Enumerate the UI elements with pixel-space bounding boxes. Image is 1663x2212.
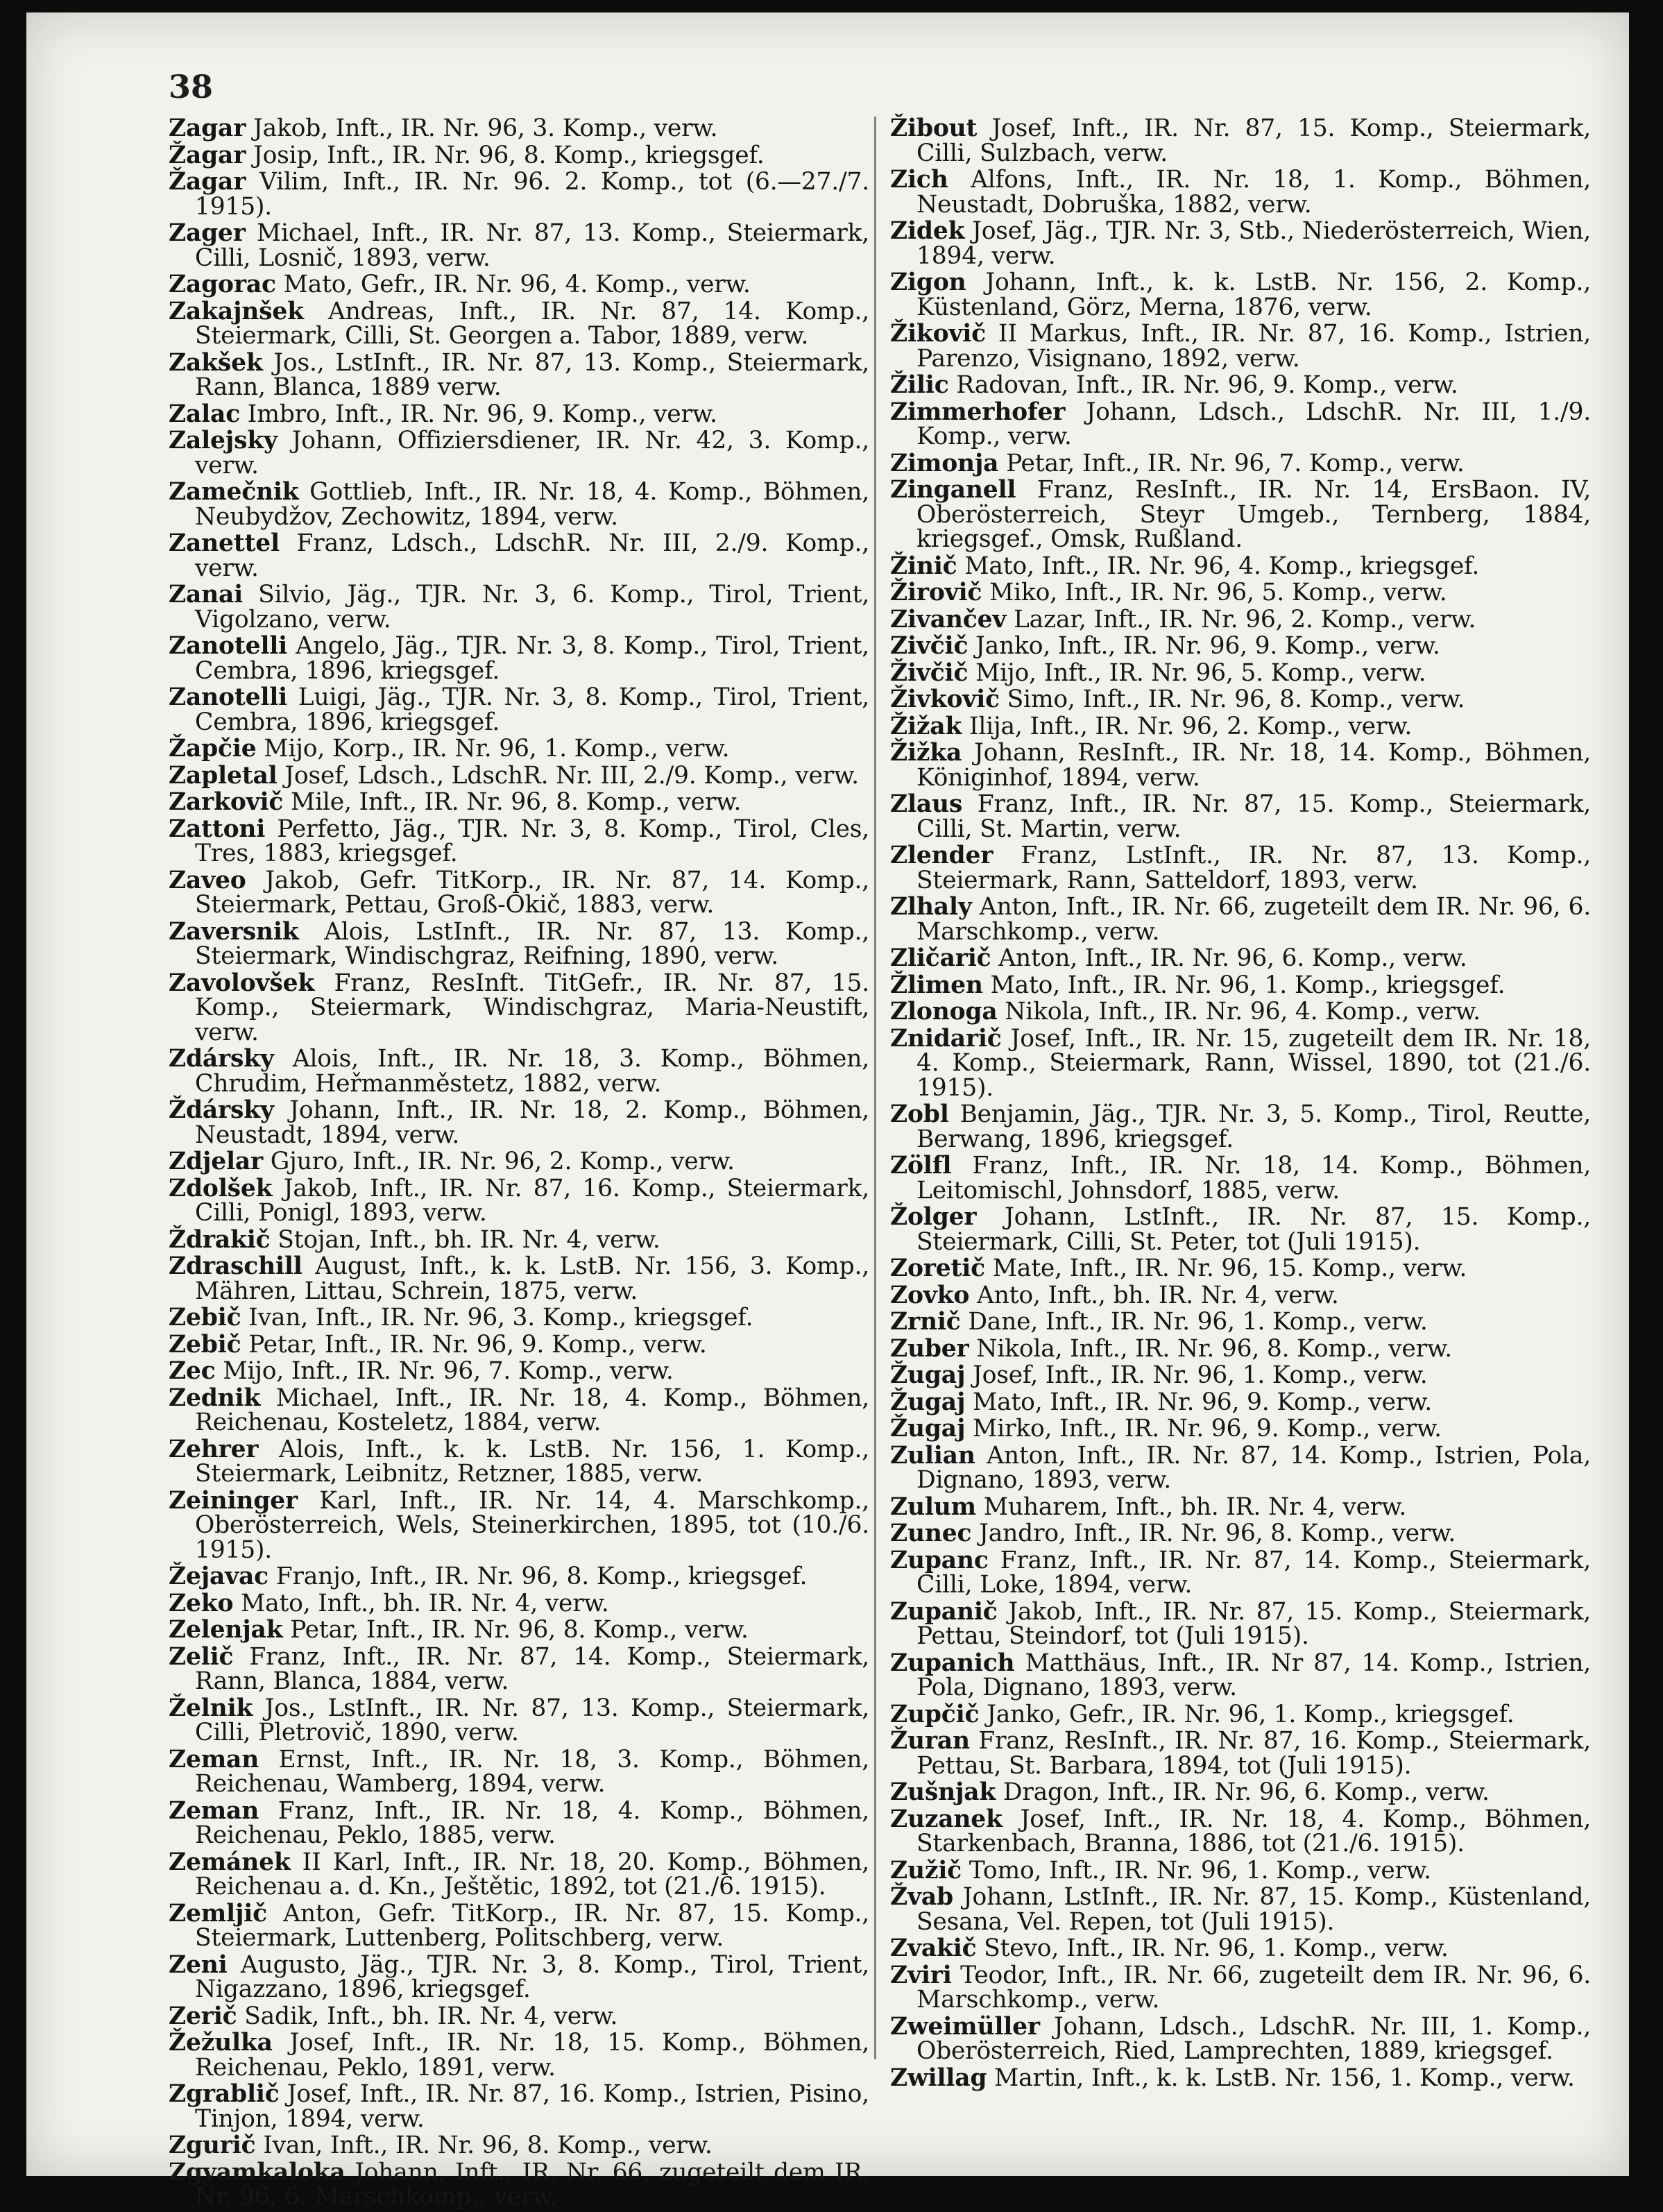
- entry-details: Franjo, Inft., IR. Nr. 96, 8. Komp., kriegsgef.: [268, 1563, 808, 1590]
- entry-details: Franz, Inft., IR. Nr. 87, 14. Komp., Steiermark, Cilli, Loke, 1894, verw.: [916, 1546, 1591, 1599]
- list-entry: [169, 2082, 869, 2132]
- list-entry: [890, 114, 1591, 167]
- list-entry: [890, 1363, 1591, 1388]
- entry-details: II Karl, Inft., IR. Nr. 18, 20. Komp., Böhmen, Reichenau a. d. Kn., Ještětic, 1892, tot (21./6. 1915).: [195, 1848, 869, 1900]
- list-entry: [169, 2134, 869, 2159]
- list-entry: [169, 480, 869, 529]
- list-entry: [169, 531, 869, 581]
- entry-surname: Ždrakič: [169, 1225, 271, 1254]
- entry-surname: Znidarič: [890, 1024, 1002, 1053]
- entry-details: Anton, Inft., IR. Nr. 87, 14. Komp., Istrien, Pola, Dignano, 1893, verw.: [916, 1441, 1591, 1494]
- list-entry: [890, 1205, 1591, 1254]
- entry-details: Dragon, Inft., IR. Nr. 96, 6. Komp., verw.: [996, 1778, 1490, 1806]
- entry-details: Matthäus, Inft., IR. Nr 87, 14. Komp., Istrien, Pola, Dignano, 1893, verw.: [916, 1649, 1591, 1701]
- entry-details: Johann, LstInft., IR. Nr. 87, 15. Komp., Steiermark, Cilli, St. Peter, tot (Juli 1915).: [916, 1203, 1591, 1256]
- entry-details: Silvio, Jäg., TJR. Nr. 3, 6. Komp., Tirol, Trient, Vigolzano, verw.: [195, 581, 869, 633]
- entry-details: Simo, Inft., IR. Nr. 96, 8. Komp., verw.: [999, 686, 1465, 713]
- entry-details: Jos., LstInft., IR. Nr. 87, 13. Komp., Steiermark, Cilli, Pletrovič, 1890, verw.: [195, 1694, 869, 1746]
- entry-surname: Žlimen: [890, 971, 983, 999]
- entry-details: Luigi, Jäg., TJR. Nr. 3, 8. Komp., Tirol, Trient, Cembra, 1896, kriegsgef.: [195, 683, 869, 736]
- entry-details: Petar, Inft., IR. Nr. 96, 8. Komp., verw.: [282, 1616, 749, 1644]
- entry-details: Mato, Inft., IR. Nr. 96, 4. Komp., kriegsgef.: [957, 552, 1480, 580]
- entry-surname: Zager: [169, 219, 246, 247]
- entry-details: Johann, Offiziersdiener, IR. Nr. 42, 3. Komp., verw.: [195, 427, 869, 479]
- list-entry: [890, 1522, 1591, 1547]
- entry-details: Tomo, Inft., IR. Nr. 96, 1. Komp., verw.: [961, 1856, 1431, 1885]
- list-entry: [169, 866, 869, 919]
- entry-details: Mijo, Inft., IR. Nr. 96, 7. Komp., verw.: [215, 1357, 674, 1385]
- list-entry: [169, 1359, 869, 1384]
- entry-details: Mato, Inft., IR. Nr. 96, 1. Komp., kriegsgef.: [982, 971, 1506, 999]
- entry-surname: Žapčie: [169, 735, 257, 763]
- entry-surname: Zanotelli: [169, 683, 288, 711]
- list-entry: [169, 1150, 869, 1175]
- entry-details: Angelo, Jäg., TJR. Nr. 3, 8. Komp., Tirol, Trient, Cembra, 1896, kriegsgef.: [195, 632, 869, 685]
- entry-details: Franz, LstInft., IR. Nr. 87, 13. Komp., Steiermark, Rann, Satteldorf, 1893, verw.: [916, 842, 1591, 894]
- list-entry: [890, 449, 1591, 477]
- entry-surname: Zlender: [890, 842, 993, 869]
- entry-details: Alfons, Inft., IR. Nr. 18, 1. Komp., Böhmen, Neustadt, Dobruška, 1882, verw.: [916, 166, 1591, 219]
- entry-details: Ivan, Inft., IR. Nr. 96, 3. Komp., kriegsgef.: [241, 1304, 753, 1332]
- list-entry: [890, 658, 1591, 687]
- list-entry: [169, 583, 869, 632]
- entry-details: Mirko, Inft., IR. Nr. 96, 9. Komp., verw.: [965, 1415, 1442, 1443]
- entry-details: Anton, Inft., IR. Nr. 96, 6. Komp., verw.: [991, 944, 1467, 972]
- entry-details: Josef, Ldsch., LdschR. Nr. III, 2./9. Komp., verw.: [277, 761, 859, 790]
- entry-details: Jakob, Inft., IR. Nr. 96, 3. Komp., verw.: [246, 114, 718, 142]
- list-entry: [890, 1390, 1591, 1415]
- list-entry: [890, 1254, 1591, 1282]
- entry-details: Karl, Inft., IR. Nr. 14, 4. Marschkomp., Oberösterreich, Wels, Steinerkirchen, 1895, tot (10./6. 1915).: [195, 1486, 869, 1564]
- entry-details: Nikola, Inft., IR. Nr. 96, 4. Komp., verw.: [997, 998, 1481, 1026]
- entry-surname: Zivančev: [890, 605, 1007, 633]
- list-entry: [169, 297, 869, 350]
- list-entry: [890, 400, 1591, 450]
- entry-details: Mato, Inft., IR. Nr. 96, 9. Komp., verw.: [965, 1388, 1433, 1416]
- list-entry: [890, 1651, 1591, 1701]
- entry-details: Dane, Inft., IR. Nr. 96, 1. Komp., verw.: [960, 1308, 1428, 1336]
- entry-surname: Zalejsky: [169, 427, 278, 454]
- entry-surname: Zagorac: [169, 271, 276, 298]
- entry-details: Mijo, Inft., IR. Nr. 96, 5. Komp., verw.: [968, 658, 1426, 687]
- entry-surname: Zulian: [890, 1441, 975, 1470]
- entry-details: Nikola, Inft., IR. Nr. 96, 8. Komp., verw.: [969, 1334, 1452, 1363]
- list-entry: [890, 1729, 1591, 1778]
- entry-surname: Zgrablič: [169, 2080, 280, 2108]
- list-entry: [169, 221, 869, 271]
- entry-details: Muharem, Inft., bh. IR. Nr. 4, verw.: [975, 1492, 1407, 1521]
- list-entry: [169, 683, 869, 736]
- entry-surname: Zdársky: [169, 1045, 274, 1073]
- list-entry: [169, 273, 869, 298]
- entry-surname: Zušnjak: [890, 1778, 996, 1806]
- entry-details: Franz, ResInft., IR. Nr. 87, 16. Komp., Steiermark, Pettau, St. Barbara, 1894, tot (Juli 1915).: [916, 1727, 1591, 1780]
- entry-surname: Zelenjak: [169, 1616, 283, 1644]
- entry-details: Mate, Inft., IR. Nr. 96, 15. Komp., verw.: [984, 1254, 1467, 1282]
- entry-surname: Zupčič: [890, 1700, 980, 1728]
- entry-details: Augusto, Jäg., TJR. Nr. 3, 8. Komp., Tirol, Trient, Nigazzano, 1896, kriegsgef.: [195, 1950, 869, 2003]
- entry-details: Anto, Inft., bh. IR. Nr. 4, verw.: [969, 1281, 1339, 1309]
- entry-surname: Zeman: [169, 1796, 259, 1825]
- list-entry: [169, 1745, 869, 1798]
- list-entry: [169, 1330, 869, 1359]
- entry-surname: Zemánek: [169, 1848, 291, 1876]
- list-entry: [890, 1546, 1591, 1599]
- entry-details: Ivan, Inft., IR. Nr. 96, 8. Komp., verw.: [255, 2132, 713, 2159]
- entry-surname: Zerič: [169, 2002, 237, 2030]
- list-entry: [169, 1696, 869, 1746]
- entry-details: Franz, Inft., IR. Nr. 87, 14. Komp., Steiermark, Rann, Blanca, 1884, verw.: [195, 1642, 869, 1695]
- list-entry: [169, 1174, 869, 1227]
- list-entry: [169, 402, 869, 427]
- list-entry: [169, 1225, 869, 1254]
- entry-surname: Žirovič: [890, 579, 982, 606]
- list-entry: [169, 1642, 869, 1695]
- entry-surname: Zulum: [890, 1492, 976, 1521]
- list-entry: [169, 1254, 869, 1304]
- entry-details: Janko, Inft., IR. Nr. 96, 9. Komp., verw.: [968, 632, 1440, 660]
- entry-details: Stojan, Inft., bh. IR. Nr. 4, verw.: [270, 1225, 660, 1254]
- entry-details: Franz, Ldsch., LdschR. Nr. III, 2./9. Komp., verw.: [195, 529, 869, 582]
- entry-surname: Zrnič: [890, 1308, 961, 1336]
- entry-surname: Zidek: [890, 217, 965, 245]
- entry-surname: Zölfl: [890, 1152, 952, 1180]
- list-entry: [890, 1334, 1591, 1363]
- entry-surname: Žejavac: [169, 1563, 268, 1590]
- entry-details: Mato, Gefr., IR. Nr. 96, 4. Komp., verw.: [275, 271, 751, 298]
- entry-details: Ernst, Inft., IR. Nr. 18, 3. Komp., Böhmen, Reichenau, Wamberg, 1894, verw.: [195, 1745, 869, 1798]
- entry-details: II Markus, Inft., IR. Nr. 87, 16. Komp., Istrien, Parenzo, Visignano, 1892, verw.: [916, 320, 1591, 373]
- entry-surname: Zeman: [169, 1745, 259, 1773]
- entry-details: Jakob, Gefr. TitKorp., IR. Nr. 87, 14. Komp., Steiermark, Pettau, Groß-Okič, 1883, verw.: [195, 866, 869, 919]
- list-entry: [890, 1492, 1591, 1521]
- list-entry: [169, 114, 869, 142]
- entry-surname: Zužič: [890, 1856, 962, 1885]
- entry-details: August, Inft., k. k. LstB. Nr. 156, 3. Komp., Mähren, Littau, Schrein, 1875, verw.: [195, 1252, 869, 1305]
- entry-surname: Zlaus: [890, 790, 963, 818]
- entry-surname: Želnik: [169, 1694, 253, 1722]
- list-entry: [890, 168, 1591, 217]
- entry-surname: Zuber: [890, 1334, 969, 1363]
- entry-surname: Žižka: [890, 739, 962, 767]
- list-entry: [890, 1000, 1591, 1025]
- entry-details: Josef, Inft., IR. Nr. 87, 15. Komp., Steiermark, Cilli, Sulzbach, verw.: [916, 114, 1591, 167]
- list-entry: [169, 917, 869, 970]
- page-number: 38: [169, 68, 214, 105]
- entry-details: Josip, Inft., IR. Nr. 96, 8. Komp., kriegsgef.: [246, 141, 765, 169]
- entry-details: Sadik, Inft., bh. IR. Nr. 4, verw.: [237, 2002, 618, 2030]
- entry-surname: Žinič: [890, 552, 957, 580]
- list-entry: [169, 1848, 869, 1900]
- entry-details: Franz, Inft., IR. Nr. 18, 4. Komp., Böhmen, Reichenau, Peklo, 1885, verw.: [195, 1796, 869, 1849]
- entry-surname: Zviri: [890, 1961, 952, 1989]
- entry-surname: Zličarič: [890, 944, 991, 972]
- entry-details: Andreas, Inft., IR. Nr. 87, 14. Komp., Steiermark, Cilli, St. Georgen a. Tabor, 1889, verw.: [195, 297, 869, 350]
- entry-surname: Žvab: [890, 1883, 953, 1911]
- list-entry: [890, 634, 1591, 659]
- entry-surname: Zimmerhofer: [890, 398, 1066, 426]
- entry-surname: Zebič: [169, 1304, 241, 1332]
- list-entry: [890, 1885, 1591, 1934]
- entry-surname: Žagar: [169, 141, 246, 169]
- entry-surname: Zigon: [890, 269, 966, 296]
- entry-surname: Žikovič: [890, 320, 986, 348]
- entry-surname: Žugaj: [890, 1361, 966, 1389]
- entry-surname: Zgurič: [169, 2132, 256, 2159]
- entry-details: Franz, ResInft. TitGefr., IR. Nr. 87, 15. Komp., Steiermark, Windischgraz, Maria-Neustift, verw.: [195, 969, 869, 1046]
- list-entry: [169, 737, 869, 762]
- entry-surname: Zimonja: [890, 449, 999, 477]
- list-entry: [890, 1934, 1591, 1962]
- entry-surname: Zdraschill: [169, 1252, 302, 1280]
- list-entry: [890, 1856, 1591, 1885]
- column-divider: [874, 117, 876, 2059]
- list-entry: [890, 2066, 1591, 2091]
- entry-surname: Zaveo: [169, 866, 246, 894]
- list-entry: [169, 2158, 869, 2211]
- list-entry: [890, 605, 1591, 633]
- entry-details: Alois, Inft., IR. Nr. 18, 3. Komp., Böhmen, Chrudim, Heřmanměstetz, 1882, verw.: [195, 1045, 869, 1098]
- entry-surname: Zgyamkaloka: [169, 2158, 346, 2186]
- entry-details: Jandro, Inft., IR. Nr. 96, 8. Komp., verw.: [971, 1520, 1456, 1547]
- entry-surname: Zwillag: [890, 2064, 987, 2092]
- entry-details: Josef, Inft., IR. Nr. 18, 4. Komp., Böhmen, Starkenbach, Branna, 1886, tot (21./6. 1915).: [916, 1805, 1591, 1857]
- entry-surname: Zelič: [169, 1642, 234, 1671]
- entry-surname: Žibout: [890, 114, 978, 142]
- list-entry: [169, 2031, 869, 2080]
- entry-surname: Zednik: [169, 1384, 261, 1412]
- document-page: [26, 12, 1629, 2211]
- entry-details: Johann, LstInft., IR. Nr. 87, 15. Komp., Küstenland, Sesana, Vel. Repen, tot (Juli 1915).: [916, 1883, 1591, 1936]
- left-column: [169, 114, 869, 2212]
- list-entry: [169, 761, 869, 790]
- entry-details: Petar, Inft., IR. Nr. 96, 7. Komp., verw.: [998, 449, 1465, 477]
- list-entry: [890, 712, 1591, 740]
- entry-surname: Žižak: [890, 712, 962, 740]
- entry-surname: Zich: [890, 166, 948, 194]
- list-entry: [890, 1441, 1591, 1494]
- entry-surname: Zehrer: [169, 1435, 259, 1463]
- entry-surname: Žugaj: [890, 1415, 966, 1443]
- entry-details: Mato, Inft., bh. IR. Nr. 4, verw.: [233, 1589, 609, 1617]
- entry-surname: Zoretič: [890, 1254, 985, 1282]
- list-entry: [890, 844, 1591, 893]
- entry-surname: Žolger: [890, 1203, 977, 1231]
- entry-surname: Žuran: [890, 1727, 970, 1755]
- list-entry: [169, 429, 869, 478]
- entry-details: Martin, Inft., k. k. LstB. Nr. 156, 1. Komp., verw.: [987, 2064, 1575, 2092]
- list-entry: [169, 1899, 869, 1952]
- list-entry: [890, 373, 1591, 398]
- entry-surname: Zinganell: [890, 476, 1016, 504]
- list-entry: [890, 1100, 1591, 1153]
- entry-surname: Zupanc: [890, 1546, 989, 1574]
- list-entry: [890, 1154, 1591, 1203]
- entry-surname: Zamečnik: [169, 478, 299, 506]
- list-entry: [890, 1807, 1591, 1857]
- entry-surname: Zagar: [169, 114, 246, 142]
- list-entry: [169, 1618, 869, 1643]
- entry-details: Anton, Gefr. TitKorp., IR. Nr. 87, 15. Komp., Steiermark, Luttenberg, Politschberg, verw.: [195, 1899, 869, 1952]
- entry-surname: Zakajnšek: [169, 297, 304, 325]
- list-entry: [169, 1486, 869, 1564]
- list-entry: [890, 688, 1591, 713]
- entry-surname: Zivčič: [890, 632, 969, 660]
- list-entry: [890, 973, 1591, 998]
- entry-surname: Zweimüller: [890, 2012, 1040, 2041]
- list-entry: [169, 971, 869, 1046]
- entry-surname: Zattoni: [169, 815, 266, 843]
- entry-surname: Zdjelar: [169, 1148, 263, 1175]
- list-entry: [169, 1589, 869, 1617]
- list-entry: [169, 817, 869, 867]
- entry-details: Josef, Inft., IR. Nr. 15, zugeteilt dem IR. Nr. 18, 4. Komp., Steiermark, Rann, Wissel, 1890, tot (21./6. 1915).: [916, 1024, 1591, 1102]
- list-entry: [169, 348, 869, 401]
- entry-details: Johann, Inft., IR. Nr. 66, zugeteilt dem IR. Nr. 96, 6. Marschkomp., verw.: [195, 2158, 869, 2211]
- entry-details: Alois, Inft., k. k. LstB. Nr. 156, 1. Komp., Steiermark, Leibnitz, Retzner, 1885, verw.: [195, 1435, 869, 1488]
- entry-details: Johann, Ldsch., LdschR. Nr. III, 1. Komp., Oberösterreich, Ried, Lamprechten, 1889, kriegsgef.: [916, 2012, 1591, 2065]
- entry-surname: Zovko: [890, 1281, 970, 1309]
- list-entry: [890, 1961, 1591, 2014]
- entry-surname: Zeininger: [169, 1486, 298, 1515]
- list-entry: [169, 1435, 869, 1488]
- list-entry: [169, 1796, 869, 1849]
- list-entry: [169, 2002, 869, 2030]
- entry-details: Imbro, Inft., IR. Nr. 96, 9. Komp., verw.: [240, 400, 717, 428]
- entry-surname: Zavolovšek: [169, 969, 315, 997]
- list-entry: [890, 581, 1591, 606]
- list-entry: [890, 1310, 1591, 1335]
- entry-surname: Zdolšek: [169, 1174, 273, 1202]
- right-column: [890, 114, 1591, 2093]
- list-entry: [890, 1024, 1591, 1102]
- entry-details: Johann, Ldsch., LdschR. Nr. III, 1./9. Komp., verw.: [916, 398, 1591, 450]
- list-entry: [169, 1306, 869, 1331]
- entry-surname: Zebič: [169, 1330, 241, 1359]
- entry-surname: Zupanič: [890, 1597, 998, 1626]
- entry-surname: Zec: [169, 1357, 216, 1385]
- entry-surname: Zobl: [890, 1100, 949, 1128]
- list-entry: [890, 2012, 1591, 2065]
- entry-surname: Zvakič: [890, 1934, 977, 1962]
- list-entry: [890, 219, 1591, 269]
- entry-details: Johann, ResInft., IR. Nr. 18, 14. Komp., Böhmen, Königinhof, 1894, verw.: [916, 739, 1591, 792]
- entry-details: Alois, LstInft., IR. Nr. 87, 13. Komp., Steiermark, Windischgraz, Reifning, 1890, verw.: [195, 917, 869, 970]
- list-entry: [169, 1386, 869, 1436]
- entry-details: Michael, Inft., IR. Nr. 87, 13. Komp., Steiermark, Cilli, Losnič, 1893, verw.: [195, 219, 869, 272]
- entry-surname: Zanai: [169, 581, 244, 609]
- entry-details: Perfetto, Jäg., TJR. Nr. 3, 8. Komp., Tirol, Cles, Tres, 1883, kriegsgef.: [195, 815, 869, 867]
- entry-surname: Žagar: [169, 168, 246, 196]
- list-entry: [890, 271, 1591, 320]
- list-entry: [890, 1417, 1591, 1442]
- list-entry: [890, 946, 1591, 971]
- entry-details: Stevo, Inft., IR. Nr. 96, 1. Komp., verw.: [976, 1934, 1449, 1962]
- list-entry: [890, 554, 1591, 579]
- entry-details: Ilija, Inft., IR. Nr. 96, 2. Komp., verw.: [962, 712, 1413, 740]
- entry-surname: Zaversnik: [169, 917, 299, 946]
- list-entry: [890, 478, 1591, 552]
- entry-surname: Ždársky: [169, 1096, 274, 1124]
- entry-details: Franz, Inft., IR. Nr. 18, 14. Komp., Böhmen, Leitomischl, Johnsdorf, 1885, verw.: [916, 1152, 1591, 1205]
- entry-details: Mile, Inft., IR. Nr. 96, 8. Komp., verw.: [283, 788, 742, 816]
- entry-details: Josef, Jäg., TJR. Nr. 3, Stb., Niederösterreich, Wien, 1894, verw.: [916, 217, 1591, 270]
- list-entry: [169, 634, 869, 683]
- entry-surname: Zuzanek: [890, 1805, 1003, 1833]
- entry-details: Lazar, Inft., IR. Nr. 96, 2. Komp., verw.: [1006, 605, 1476, 633]
- entry-details: Vilim, Inft., IR. Nr. 96. 2. Komp., tot (6.—27./7. 1915).: [195, 168, 869, 221]
- entry-surname: Živčič: [890, 658, 969, 687]
- entry-details: Jos., LstInft., IR. Nr. 87, 13. Komp., Steiermark, Rann, Blanca, 1889 verw.: [195, 348, 869, 401]
- entry-surname: Zarkovič: [169, 788, 284, 816]
- entry-details: Johann, Inft., IR. Nr. 18, 2. Komp., Böhmen, Neustadt, 1894, verw.: [195, 1096, 869, 1149]
- list-entry: [169, 1950, 869, 2003]
- entry-details: Josef, Inft., IR. Nr. 87, 16. Komp., Istrien, Pisino, Tinjon, 1894, verw.: [195, 2080, 869, 2133]
- entry-details: Gjuro, Inft., IR. Nr. 96, 2. Komp., verw.: [262, 1148, 735, 1175]
- list-entry: [169, 790, 869, 815]
- list-entry: [890, 1597, 1591, 1650]
- entry-details: Teodor, Inft., IR. Nr. 66, zugeteilt dem IR. Nr. 96, 6. Marschkomp., verw.: [916, 1961, 1591, 2014]
- entry-details: Michael, Inft., IR. Nr. 18, 4. Komp., Böhmen, Reichenau, Kosteletz, 1884, verw.: [195, 1384, 869, 1436]
- entry-surname: Zunec: [890, 1520, 972, 1547]
- entry-details: Janko, Gefr., IR. Nr. 96, 1. Komp., kriegsgef.: [979, 1700, 1515, 1728]
- list-entry: [169, 1098, 869, 1148]
- entry-details: Johann, Inft., k. k. LstB. Nr. 156, 2. Komp., Küstenland, Görz, Merna, 1876, verw.: [916, 269, 1591, 321]
- entry-details: Benjamin, Jäg., TJR. Nr. 3, 5. Komp., Tirol, Reutte, Berwang, 1896, kriegsgef.: [916, 1100, 1591, 1153]
- list-entry: [890, 895, 1591, 944]
- entry-details: Anton, Inft., IR. Nr. 66, zugeteilt dem IR. Nr. 96, 6. Marschkomp., verw.: [916, 893, 1591, 946]
- entry-surname: Zalac: [169, 400, 241, 428]
- list-entry: [890, 1281, 1591, 1309]
- entry-details: Franz, Inft., IR. Nr. 87, 15. Komp., Steiermark, Cilli, St. Martin, verw.: [916, 790, 1591, 843]
- list-entry: [169, 1565, 869, 1590]
- entry-details: Josef, Inft., IR. Nr. 96, 1. Komp., verw.: [965, 1361, 1428, 1389]
- entry-details: Jakob, Inft., IR. Nr. 87, 16. Komp., Steiermark, Cilli, Ponigl, 1893, verw.: [195, 1174, 869, 1227]
- entry-surname: Zapletal: [169, 761, 278, 790]
- list-entry: [169, 1047, 869, 1096]
- entry-surname: Žugaj: [890, 1388, 966, 1416]
- entry-details: Petar, Inft., IR. Nr. 96, 9. Komp., verw.: [241, 1330, 707, 1359]
- entry-details: Radovan, Inft., IR. Nr. 96, 9. Komp., verw.: [948, 371, 1458, 399]
- entry-surname: Zemljič: [169, 1899, 267, 1928]
- entry-surname: Zeni: [169, 1950, 228, 1979]
- entry-surname: Živkovič: [890, 686, 1000, 713]
- entry-surname: Žežulka: [169, 2029, 273, 2057]
- entry-details: Gottlieb, Inft., IR. Nr. 18, 4. Komp., Böhmen, Neubydžov, Zechowitz, 1894, verw.: [195, 478, 869, 531]
- entry-surname: Zakšek: [169, 348, 263, 377]
- entry-details: Miko, Inft., IR. Nr. 96, 5. Komp., verw.: [982, 579, 1447, 606]
- entry-surname: Žilic: [890, 371, 949, 399]
- list-entry: [890, 1700, 1591, 1728]
- list-entry: [169, 141, 869, 169]
- entry-surname: Zupanich: [890, 1649, 1015, 1677]
- list-entry: [890, 741, 1591, 790]
- entry-details: Franz, ResInft., IR. Nr. 14, ErsBaon. IV, Oberösterreich, Steyr Umgeb., Ternberg, 1884, kriegsgef., Omsk, Rußland.: [916, 476, 1591, 553]
- entry-surname: Zlhaly: [890, 893, 972, 921]
- entry-surname: Zanotelli: [169, 632, 288, 660]
- entry-details: Josef, Inft., IR. Nr. 18, 15. Komp., Böhmen, Reichenau, Peklo, 1891, verw.: [195, 2029, 869, 2082]
- entry-details: Mijo, Korp., IR. Nr. 96, 1. Komp., verw.: [256, 735, 730, 763]
- entry-surname: Zeko: [169, 1589, 234, 1617]
- list-entry: [890, 322, 1591, 371]
- list-entry: [890, 1780, 1591, 1805]
- list-entry: [890, 792, 1591, 842]
- entry-surname: Zlonoga: [890, 998, 998, 1026]
- entry-surname: Zanettel: [169, 529, 280, 557]
- entry-details: Jakob, Inft., IR. Nr. 87, 15. Komp., Steiermark, Pettau, Steindorf, tot (Juli 1915).: [916, 1597, 1591, 1650]
- list-entry: [169, 170, 869, 219]
